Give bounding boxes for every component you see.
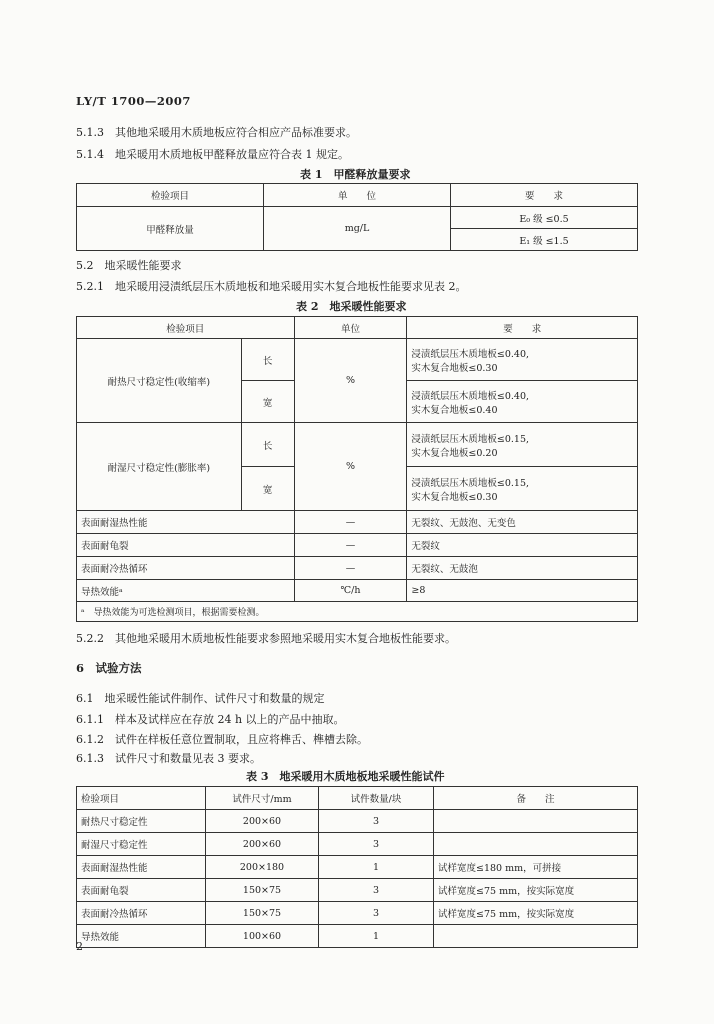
table-2-caption: 表 2 地采暖性能要求: [296, 300, 407, 313]
table-1-item: 甲醛释放量: [77, 207, 264, 251]
table-3-note: 试样宽度≤75 mm，按实际宽度: [434, 879, 638, 902]
table-2-row-req: 无裂纹、无鼓泡: [407, 557, 638, 580]
table-2-heat-width: 宽: [241, 381, 294, 423]
table-3-size: 200×60: [206, 810, 319, 833]
table-2-humid-width: 宽: [241, 467, 294, 511]
table-3-item: 表面耐湿热性能: [77, 856, 206, 879]
table-2-heat-length-req: [407, 339, 638, 381]
table-2-row-item: 表面耐湿热性能: [77, 511, 295, 534]
table-2-humid-unit: %: [294, 423, 407, 511]
table-3-qty: 1: [319, 925, 434, 948]
table-2: [76, 316, 638, 622]
table-2-row-unit: —: [294, 557, 407, 580]
table-3-size: 150×75: [206, 902, 319, 925]
clause-6-1-2: 6.1.2 试件在样板任意位置制取，且应将榫舌、榫槽去除。: [76, 733, 368, 746]
table-3-item: 导热效能: [77, 925, 206, 948]
section-6-heading: 6 试验方法: [76, 661, 142, 675]
table-3-size: 150×75: [206, 879, 319, 902]
req-line: 实木复合地板≤0.30: [411, 491, 498, 503]
table-3-item: 耐热尺寸稳定性: [77, 810, 206, 833]
req-line: 实木复合地板≤0.40: [411, 404, 498, 416]
table-1-header-unit: 单 位: [264, 184, 451, 207]
table-1-header-requirement: 要 求: [451, 184, 638, 207]
clause-5-2-2: 5.2.2 其他地采暖用木质地板性能要求参照地采暖用实木复合地板性能要求。: [76, 632, 456, 645]
req-line: 浸渍纸层压木质地板≤0.15,: [411, 433, 530, 445]
table-1-header-item: 检验项目: [77, 184, 264, 207]
table-3-qty: 3: [319, 879, 434, 902]
table-2-humid-length-req: [407, 423, 638, 467]
req-line: 实木复合地板≤0.20: [411, 447, 498, 459]
table-1-unit: mg/L: [264, 207, 451, 251]
table-3-note: 试样宽度≤180 mm，可拼接: [434, 856, 638, 879]
table-3-item: 表面耐龟裂: [77, 879, 206, 902]
table-2-humid-length: 长: [241, 423, 294, 467]
table-2-footnote: ᵃ 导热效能为可选检测项目，根据需要检测。: [77, 602, 638, 622]
table-2-row-unit: —: [294, 511, 407, 534]
table-3-header-size: 试件尺寸/mm: [206, 787, 319, 810]
req-line: 实木复合地板≤0.30: [411, 362, 498, 374]
table-2-row-unit: —: [294, 534, 407, 557]
table-1: [76, 183, 638, 251]
clause-6-1-1: 6.1.1 样本及试样应在存放 24 h 以上的产品中抽取。: [76, 713, 345, 726]
table-2-heat-unit: %: [294, 339, 407, 423]
table-3-note: [434, 810, 638, 833]
clause-5-1-3: 5.1.3 其他地采暖用木质地板应符合相应产品标准要求。: [76, 126, 357, 139]
clause-6-1-3: 6.1.3 试件尺寸和数量见表 3 要求。: [76, 752, 261, 765]
page-number: 2: [76, 940, 83, 953]
clause-5-1-4: 5.1.4 地采暖用木质地板甲醛释放量应符合表 1 规定。: [76, 148, 349, 161]
clause-6-1: 6.1 地采暖性能试件制作、试件尺寸和数量的规定: [76, 692, 325, 705]
table-2-heat-stability: 耐热尺寸稳定性(收缩率): [77, 339, 242, 423]
table-3-note: [434, 833, 638, 856]
table-2-row-req: 无裂纹、无鼓泡、无变色: [407, 511, 638, 534]
table-3-size: 200×60: [206, 833, 319, 856]
table-2-row-unit: ℃/h: [294, 580, 407, 602]
table-2-heat-length: 长: [241, 339, 294, 381]
table-1-req-e0: E₀ 级 ≤0.5: [451, 207, 638, 229]
table-2-humid-stability: 耐湿尺寸稳定性(膨胀率): [77, 423, 242, 511]
table-3-qty: 3: [319, 833, 434, 856]
table-3-size: 200×180: [206, 856, 319, 879]
table-2-heat-width-req: [407, 381, 638, 423]
table-3-qty: 1: [319, 856, 434, 879]
table-1-req-e1: E₁ 级 ≤1.5: [451, 229, 638, 251]
table-3-size: 100×60: [206, 925, 319, 948]
table-3-header-qty: 试件数量/块: [319, 787, 434, 810]
table-1-caption: 表 1 甲醛释放量要求: [300, 168, 411, 181]
table-3-header-item: 检验项目: [77, 787, 206, 810]
req-line: 浸渍纸层压木质地板≤0.15,: [411, 477, 530, 489]
table-3-note: 试样宽度≤75 mm，按实际宽度: [434, 902, 638, 925]
table-3-caption: 表 3 地采暖用木质地板地采暖性能试件: [246, 770, 445, 783]
table-3-header-note: 备 注: [434, 787, 638, 810]
table-2-row-item: 导热效能ᵃ: [77, 580, 295, 602]
table-2-row-item: 表面耐龟裂: [77, 534, 295, 557]
table-3-qty: 3: [319, 902, 434, 925]
table-2-row-req: ≥8: [407, 580, 638, 602]
table-2-header-item: 检验项目: [77, 317, 295, 339]
table-3: [76, 786, 638, 948]
clause-5-2: 5.2 地采暖性能要求: [76, 259, 182, 272]
table-2-humid-width-req: [407, 467, 638, 511]
table-3-qty: 3: [319, 810, 434, 833]
clause-5-2-1: 5.2.1 地采暖用浸渍纸层压木质地板和地采暖用实木复合地板性能要求见表 2。: [76, 280, 467, 293]
table-3-note: [434, 925, 638, 948]
table-3-item: 耐湿尺寸稳定性: [77, 833, 206, 856]
table-2-row-item: 表面耐冷热循环: [77, 557, 295, 580]
req-line: 浸渍纸层压木质地板≤0.40,: [411, 390, 530, 402]
table-2-header-unit: 单位: [294, 317, 407, 339]
standard-code: LY/T 1700—2007: [76, 94, 191, 108]
table-3-item: 表面耐冷热循环: [77, 902, 206, 925]
req-line: 浸渍纸层压木质地板≤0.40,: [411, 348, 530, 360]
table-2-row-req: 无裂纹: [407, 534, 638, 557]
table-2-header-requirement: 要 求: [407, 317, 638, 339]
